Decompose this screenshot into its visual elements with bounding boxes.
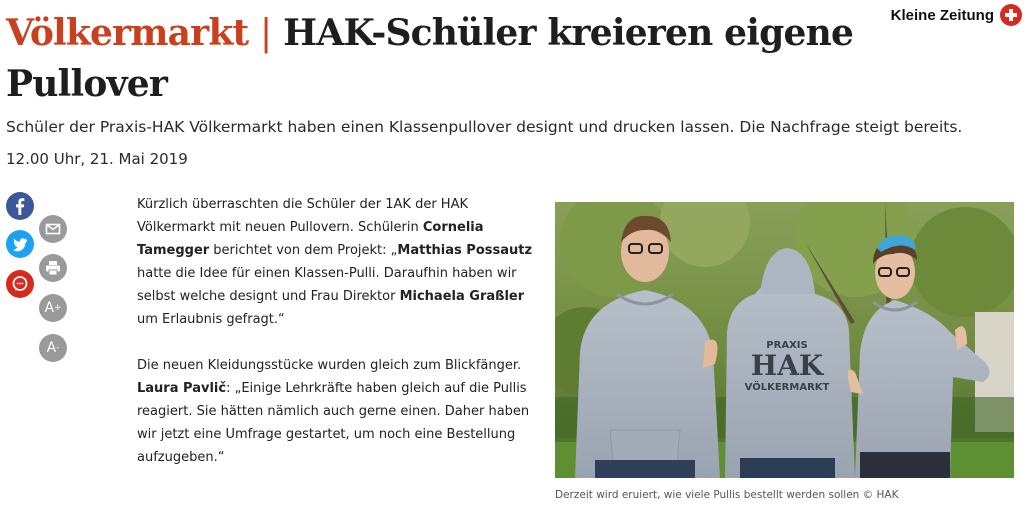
whatsapp-icon[interactable] — [6, 270, 34, 298]
person-name: Michaela Graßler — [399, 289, 525, 304]
font-decrease-icon[interactable] — [39, 334, 67, 362]
article-lead: Schüler der Praxis-HAK Völkermarkt haben einen Klassenpullover designt und drucken lassen. Die Nachfrage steigt bereits. — [6, 118, 963, 136]
body-text-span: : „Einige Lehrkräfte haben gleich auf die Pullis reagiert. Sie hätten nämlich auch gerne einen. Daher haben wir jetzt eine Umfrage gestartet, um noch eine Bestellung aufzugeben.“ — [137, 381, 530, 465]
headline-kicker: Völkermarkt — [6, 12, 249, 54]
body-text-span: um Erlaubnis gefragt.“ — [137, 312, 285, 327]
hoodie-print-main: HAK — [750, 349, 824, 382]
mail-icon[interactable] — [39, 215, 67, 243]
brand-name: Kleine Zeitung — [890, 6, 994, 24]
plus-icon — [1000, 4, 1022, 26]
article-body — [137, 193, 537, 469]
headline-separator: | — [260, 13, 272, 54]
photo-caption: Derzeit wird eruiert, wie viele Pullis bestellt werden sollen © HAK — [555, 489, 899, 501]
hoodie-print-bottom: VÖLKERMARKT — [744, 382, 830, 393]
article-date: 12.00 Uhr, 21. Mai 2019 — [6, 150, 188, 168]
body-text-span: hatte die Idee für einen Klassen-Pulli. Daraufhin haben wir selbst welche designt und Frau Direktor — [137, 266, 517, 304]
twitter-icon[interactable] — [6, 230, 34, 258]
body-paragraph-2 — [137, 354, 537, 469]
hoodie-print-top: PRAXIS — [766, 340, 808, 351]
body-paragraph-1 — [137, 193, 537, 331]
person-name: Matthias Possautz — [397, 243, 533, 258]
person-name: Cornelia Tamegger — [137, 220, 484, 258]
article-headline — [6, 8, 866, 110]
font-increase-sign: + — [54, 303, 62, 313]
font-increase-label: A — [44, 300, 55, 316]
font-increase-icon[interactable] — [39, 294, 67, 322]
person-name: Laura Pavlič — [137, 381, 227, 396]
body-text-span: Kürzlich überraschten die Schüler der 1AK der HAK Völkermarkt mit neuen Pullovern. Schülerin — [137, 197, 468, 235]
facebook-icon[interactable] — [6, 192, 34, 220]
print-icon[interactable] — [39, 254, 67, 282]
article-photo[interactable] — [555, 202, 1014, 478]
font-decrease-sign: - — [56, 343, 60, 353]
headline-title: HAK-Schüler kreieren eigene Pullover — [6, 12, 854, 105]
brand-logo[interactable] — [891, 4, 1022, 26]
font-decrease-label: A — [46, 340, 57, 356]
body-text-span: berichtet von dem Projekt: „ — [209, 243, 398, 258]
body-text-span: Die neuen Kleidungsstücke wurden gleich zum Blickfänger. — [137, 358, 522, 373]
